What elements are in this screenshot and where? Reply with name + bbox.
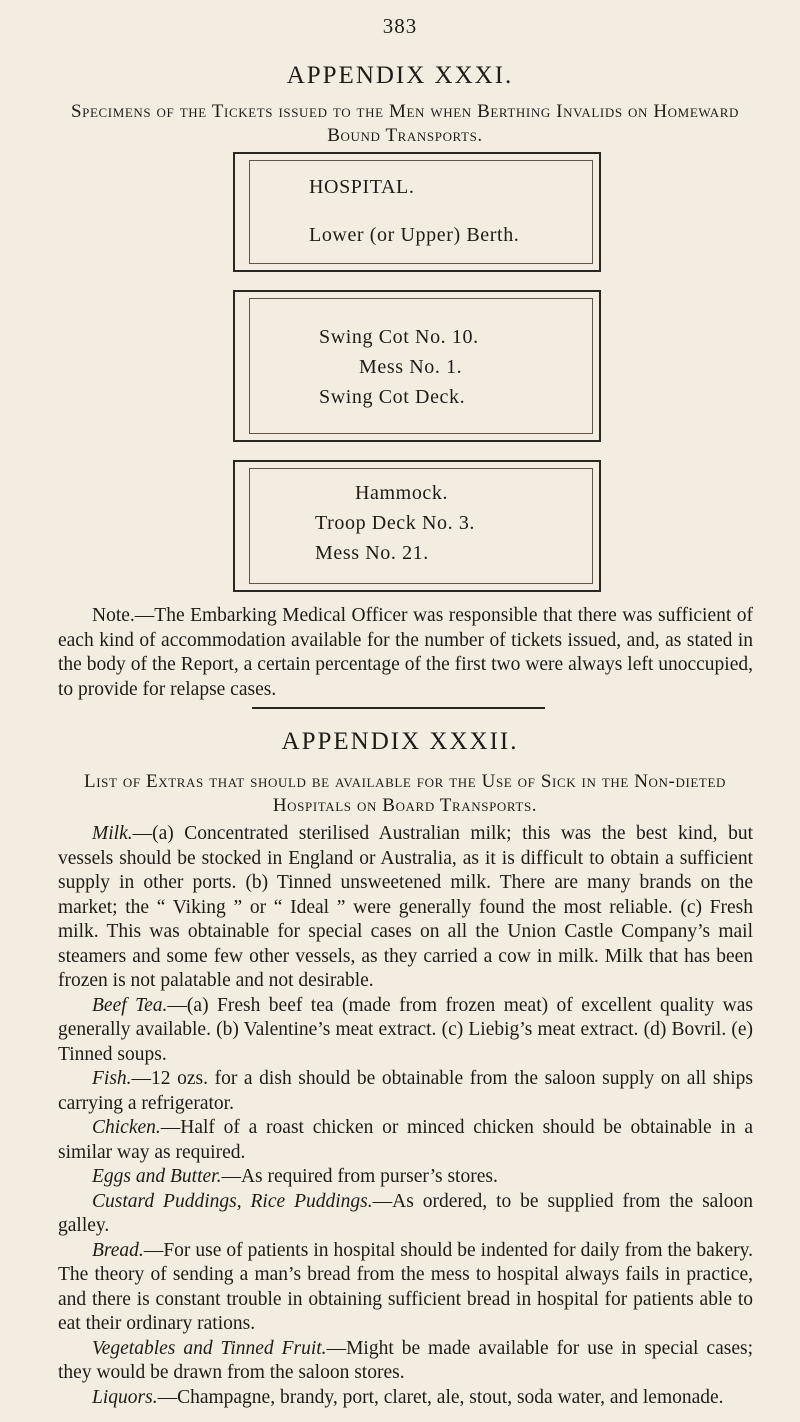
- ticket-hospital: [233, 152, 601, 272]
- ticket-line: Swing Cot No. 10.: [319, 326, 479, 348]
- item-text: —As required from purser’s stores.: [221, 1166, 498, 1187]
- appendix-xxxi-heading: APPENDIX XXXI.: [286, 62, 514, 89]
- ticket-line: Troop Deck No. 3.: [315, 512, 476, 534]
- item-text: —Might be made available for use in special cases; they would be drawn from the saloon stores.: [58, 1337, 753, 1383]
- note-paragraph: Note.—The Embarking Medical Officer was responsible that there was sufficient of each kind of accommodation available for the number of tickets issued, and, as stated in the body of the Report, a certain percentage of the first two were always left unoccupied, to provide for relapse cases.: [58, 605, 753, 700]
- ticket-line: Hammock.: [355, 482, 449, 504]
- appendix-xxxi-subheading: Specimens of the Tickets issued to the Men when Berthing Invalids on Homeward Bound Transports.: [70, 101, 740, 146]
- list-item: [58, 1067, 753, 1116]
- item-term: Bread.: [92, 1239, 144, 1261]
- item-term: Milk.: [92, 823, 133, 844]
- ticket-swing-cot: [233, 290, 601, 442]
- item-text: —12 ozs. for a dish should be obtainable from the saloon supply on all ships carrying a refrigerator.: [58, 1068, 753, 1114]
- section-divider: [252, 707, 545, 709]
- list-item: [58, 822, 753, 994]
- item-term: Beef Tea.: [92, 994, 168, 1016]
- list-item: [58, 1337, 753, 1386]
- list-item: [58, 1386, 753, 1411]
- list-item: [58, 1190, 753, 1239]
- item-text: —Champagne, brandy, port, claret, ale, stout, soda water, and lemonade.: [157, 1386, 724, 1408]
- item-term: Eggs and Butter.: [92, 1166, 222, 1187]
- ticket-hammock: [233, 460, 601, 592]
- item-text: —(a) Fresh beef tea (made from frozen meat) of excellent quality was generally available. (b) Valentine’s meat extract. (c) Liebig’s meat extract. (d) Bovril. (e) Tinned soups.: [58, 994, 753, 1065]
- item-text: —(a) Concentrated sterilised Australian milk; this was the best kind, but vessels should be stocked in England or Australia, as it is difficult to obtain a sufficient supply in other ports. (b) Tinned unsweetened milk. There are many brands on the market; the “ Viking ” or “ Ideal ” were generally found the most reliable. (c) Fresh milk. This was obtainable for special cases on all the Union Castle Company’s mail steamers and some few other vessels, as they carried a cow in milk. Milk that has been frozen is not palatable and not desirable.: [58, 823, 753, 991]
- list-item: [58, 1165, 753, 1190]
- item-term: Custard Puddings, Rice Puddings.: [92, 1190, 373, 1212]
- list-item: [58, 1116, 753, 1165]
- appendix-xxxii-heading: APPENDIX XXXII.: [281, 728, 519, 755]
- item-text: —As ordered, to be supplied from the saloon galley.: [58, 1190, 753, 1236]
- ticket-line: Mess No. 1.: [359, 356, 463, 378]
- item-text: —Half of a roast chicken or minced chicken should be obtainable in a similar way as required.: [58, 1117, 753, 1163]
- extras-list: [58, 822, 753, 1410]
- item-term: Chicken.: [92, 1117, 161, 1138]
- list-item: [58, 1239, 753, 1337]
- item-text: —For use of patients in hospital should be indented for daily from the bakery. The theory of sending a man’s bread from the mess to hospital always fails in practice, and there is constant trouble in obtaining sufficient bread in hospital for patients able to eat their ordinary rations.: [58, 1239, 753, 1334]
- ticket-line: Lower (or Upper) Berth.: [309, 224, 520, 246]
- item-term: Liquors.: [92, 1386, 158, 1408]
- item-term: Vegetables and Tinned Fruit.: [92, 1337, 327, 1359]
- ticket-line: HOSPITAL.: [309, 176, 415, 198]
- page-number: 383: [382, 14, 418, 38]
- list-item: [58, 994, 753, 1068]
- appendix-xxxii-subheading: List of Extras that should be available for the Use of Sick in the Non-dieted Hospitals on Board Transports.: [84, 771, 726, 816]
- item-term: Fish.: [92, 1068, 132, 1089]
- ticket-line: Mess No. 21.: [315, 542, 429, 564]
- ticket-line: Swing Cot Deck.: [319, 386, 466, 408]
